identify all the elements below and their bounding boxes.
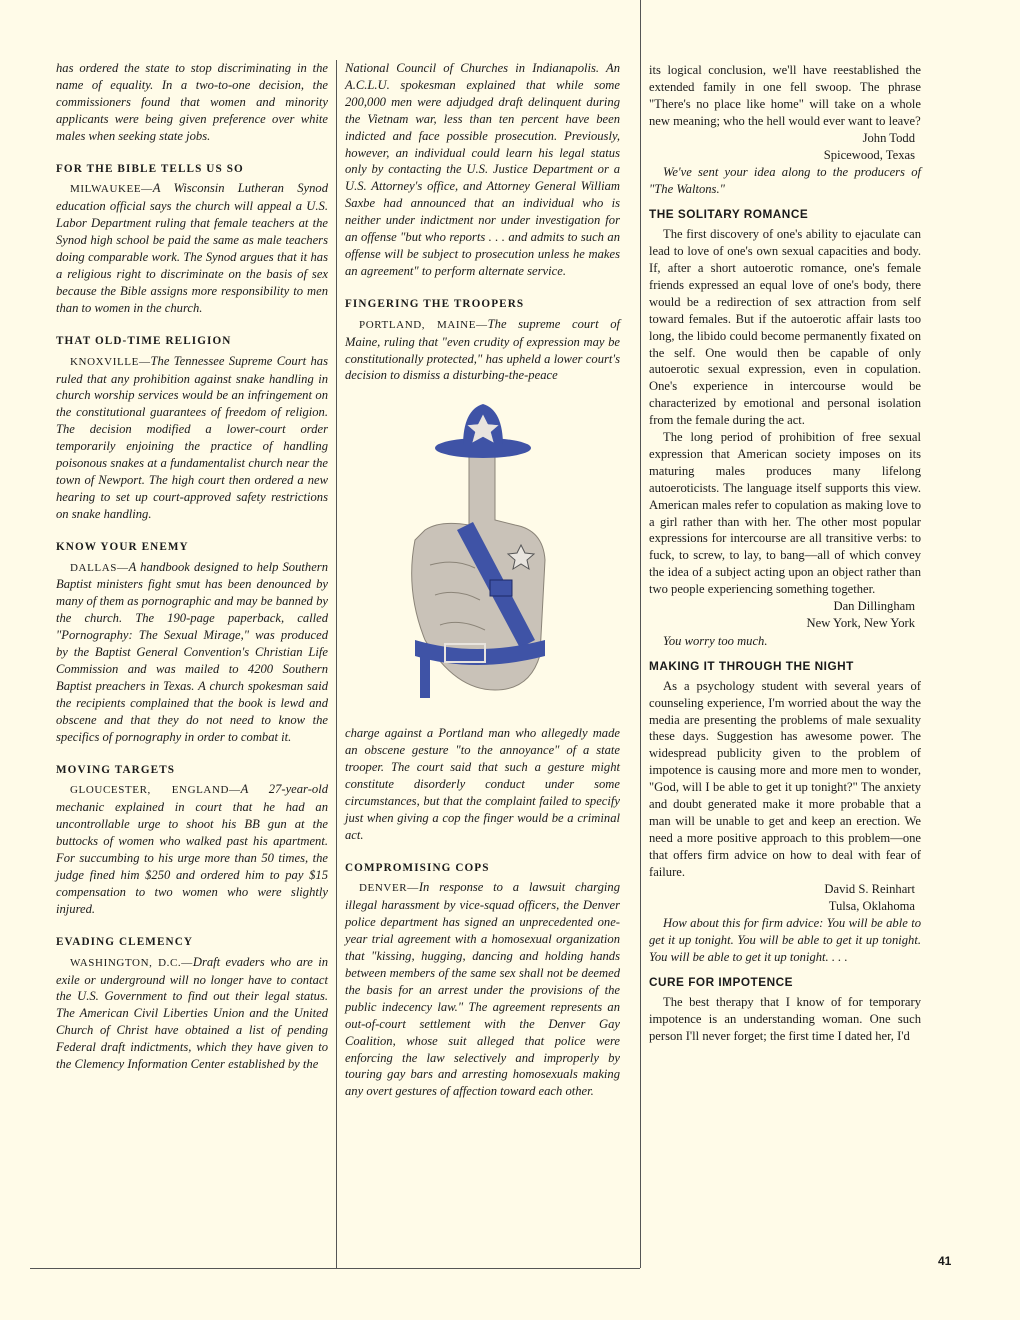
headline: FOR THE BIBLE TELLS US SO: [56, 162, 244, 175]
news-body: A handbook designed to help Southern Baptist ministers fight smut has been denounced by many of them as pornographic and may be banned by the church. The 190-page paperback, called "Pornography: The Sexual Mirage," was produced by the Baptist General Convention's Christian Life Commission and was mailed to 4200 Southern Baptist preachers in Texas. A church spokesman said the recipients complained that the book is lewd and obscene and that they do not need to know the specifics of pornography in order to combat it.: [56, 559, 328, 744]
news-body: A Wisconsin Lutheran Synod education official says the church will appeal a U.S. Labor Department ruling that female teachers at the Synod high school be paid the same as male teachers doing comparable work. The Synod argues that it has a religious right to discriminate on the basis of sex because the Bible assigns more responsibility to men than to women in the church.: [56, 181, 328, 315]
signature-place: New York, New York: [806, 616, 915, 630]
article-continuation: has ordered the state to stop discriminating in the name of equality. In a two-to-one decision, the commissioners found that women and minority applicants were being given preference over white males when seeking state jobs.: [56, 61, 328, 143]
signature-place: Spicewood, Texas: [823, 147, 915, 162]
signature-place: Tulsa, Oklahoma: [828, 898, 915, 913]
news-item-targets: [56, 762, 328, 918]
column-middle: [345, 60, 620, 1116]
signature-name: Dan Dillingham: [833, 599, 915, 614]
dateline: MILWAUKEE—: [70, 183, 153, 196]
bottom-rule: [30, 1268, 640, 1269]
news-body: Draft evaders who are in exile or underground will no longer have to contact the U.S. Government to find out their legal status. The American Civil Liberties Union and the United Church of Christ have obtained a list of pending Federal draft indictments, which they have given to the Clemency Information Center established by the: [56, 954, 328, 1072]
letter-paragraph: The long period of prohibition of free sexual expression that American society imposes on its maturing males produces many lifelong autoeroticists. The language itself supports this view. American males refer to copulation as making love to a girl rather than with her. The other most popular expressions for intercourse are all transitive verbs: to fuck, to screw, to lay, to bang—all of which convey the idea of a subject acting upon an object rather than two people experiencing something together.: [649, 430, 921, 597]
letter-night: [649, 658, 921, 966]
letter-paragraph: The best therapy that I know of for temporary impotence is an understanding woman. One such person I'll never forget; the first time I dated her, I'd: [649, 995, 921, 1043]
letter-signature: [649, 598, 921, 632]
column-divider: [336, 60, 337, 1268]
news-body: In response to a lawsuit charging illegal harassment by vice-squad officers, the Denver police department has signed an unprecedented one-year trial agreement with a homosexual organization that "kissing, hugging, dancing and holding hands between members of the same sex shall not be deemed the basis for an arrest under the provisions of the public indecency law." The agreement represents an out-of-court settlement with the Denver Gay Coalition, whose suit alleged that police were enforcing the law selectively and improperly by touring gay bars and arresting homosexuals making any overt gestures of affection toward each other.: [345, 880, 620, 1099]
headline: MOVING TARGETS: [56, 763, 176, 776]
letter-headline: THE SOLITARY ROMANCE: [649, 207, 809, 222]
dateline: WASHINGTON, D.C.—: [70, 956, 193, 969]
letter-continuation: its logical conclusion, we'll have reestablished the extended family in one fell swoop. The phrase "There's no place like home" will take on a whole new meaning; who the hell would ever want to leave?: [649, 63, 921, 128]
letter-romance: [649, 206, 921, 650]
editor-reply: We've sent your idea along to the producers of "The Waltons.": [649, 165, 921, 197]
news-item-enemy: [56, 539, 328, 746]
dateline: KNOXVILLE—: [70, 355, 151, 368]
headline: COMPROMISING COPS: [345, 861, 490, 874]
letter-signature: [649, 881, 921, 915]
news-item-clemency: [56, 934, 328, 1073]
editor-reply: You worry too much.: [663, 633, 768, 648]
column-divider: [640, 0, 641, 1268]
headline: KNOW YOUR ENEMY: [56, 540, 189, 553]
letter-paragraph: As a psychology student with several years of counseling experience, I'm worried about the way the media are presenting the problems of male sexuality these days. Suggestion has awesome power. The widespread publicity given to the problem of impotence is causing more and more men to wonder, "God, will I be able to get it up tonight?" The anxiety and doubt generated make it more probable that a man will be unable to get and keep an erection. We need a more positive approach to this problem—one that offers firm advice on how to deal with fear of failure.: [649, 678, 921, 879]
news-item-cops: [345, 860, 620, 1101]
page-number: 41: [938, 1254, 952, 1268]
headline: THAT OLD-TIME RELIGION: [56, 334, 232, 347]
trooper-finger-illustration: [345, 390, 620, 710]
editor-reply: How about this for firm advice: You will be able to get it up tonight. You will be able to get it up tonight. You will be able to get it up tonight. . . .: [649, 916, 921, 965]
news-item-bible: [56, 161, 328, 317]
column-left: [56, 60, 328, 1089]
headline: EVADING CLEMENCY: [56, 935, 194, 948]
column-right: [649, 62, 921, 1045]
signature-name: John Todd: [862, 130, 915, 145]
news-body: The supreme court of Maine, ruling that "even crudity of expression may be constitutionally protected," has upheld a lower court's decision to dismiss a disturbing-the-peace: [345, 316, 620, 383]
signature-name: David S. Reinhart: [824, 881, 915, 896]
news-body-continued: charge against a Portland man who allegedly made an obscene gesture "to the annoyance" of a state trooper. The court said that such a gesture might constitute disorderly conduct under some circumstances, but that the complaint failed to specify just when giving a cop the finger would be a criminal act.: [345, 726, 620, 842]
dateline: DALLAS—: [70, 561, 129, 574]
letter-cure: [649, 974, 921, 1045]
letter-paragraph: The first discovery of one's ability to ejaculate can lead to love of one's own sexual capacities and body. If, after a short autoerotic romance, one's female friends expressed an equal love of one's body, there would be a redirection of sex attraction from self toward females. But if the autoerotic affair lasts too long, the libido could become permanently fixated on the self. One would then be capable of only autoerotic sexual expression, even in copulation. One's experience in intercourse would be characterized by emotional and personal isolation from the female during the act.: [649, 227, 921, 428]
dateline: DENVER—: [359, 882, 419, 895]
letter-headline: MAKING IT THROUGH THE NIGHT: [649, 658, 854, 673]
letter-headline: CURE FOR IMPOTENCE: [649, 975, 794, 990]
article-continuation: National Council of Churches in Indianapolis. An A.C.L.U. spokesman explained that while some 200,000 men were adjudged draft delinquent during the Vietnam war, less than ten percent have been indicted and face possible prosecution. Previously, however, an individual could learn his legal status only by contacting the U.S. Justice Department or a U.S. Attorney's office, and Attorney General William Saxbe had announced that an individual who is neither under indictment nor under investigation for an offense "but who reports . . . and admits to such an offense will be subject to prosecution unless he makes an agreement" to perform alternate service.: [345, 61, 620, 278]
news-body: The Tennessee Supreme Court has ruled that any prohibition against snake handling in church worship services would be an infringement on the constitutional guarantees of freedom of religion. The decision modified a lower-court order temporarily enjoining the practice of handling poisonous snakes at a fundamentalist church near the town of Newport. The high court then ordered a new hearing to set up court-approved safety restrictions on snake handling.: [56, 353, 328, 521]
news-body: A 27-year-old mechanic explained in court that he had an uncontrollable urge to shoot his BB gun at the buttocks of women who walked past his apartment. For succumbing to his urge more than 50 times, the judge fined him $250 and ordered him to pay $15 compensation to two women who were slightly injured.: [56, 782, 328, 916]
news-item-troopers: [345, 296, 620, 844]
letter-signature: [649, 130, 921, 164]
dateline: GLOUCESTER, ENGLAND—: [70, 784, 241, 797]
news-item-religion: [56, 333, 328, 523]
dateline: PORTLAND, MAINE—: [359, 318, 488, 331]
headline: FINGERING THE TROOPERS: [345, 297, 525, 310]
